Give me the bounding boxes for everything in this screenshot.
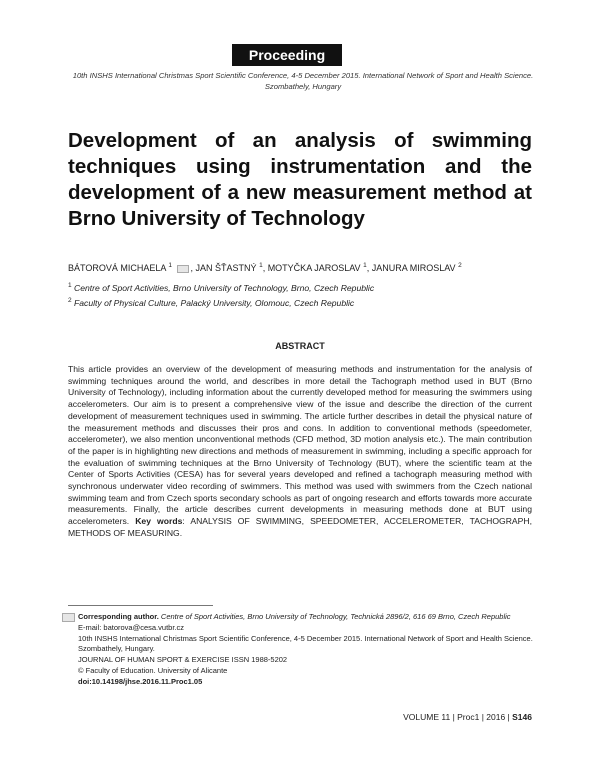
affiliation-text: Faculty of Physical Culture, Palacký University, Olomouc, Czech Republic: [74, 297, 355, 308]
journal-issn: JOURNAL OF HUMAN SPORT & EXERCISE ISSN 1988-5202: [78, 655, 288, 665]
abstract-body: [68, 364, 532, 540]
abstract-text: This article provides an overview of the development of measuring methods and instrumentation for the analysis of swimming techniques around the world, and describes in more detail the Tachograph method used in BUT (Brno University of Technology), including information about the currently developed method for measuring the swimmers using accelerometers. Our aim is to present a comprehensive view of the issue and describe the direction of the current development of measurement techniques used in swimming. The article further describes in detail the physical nature of the measurement methods and discusses their pros and cons. In addition to conventional methods (speedometer, accelerometer), we also mention unconventional methods (CFD method, 3D motion analysis etc.). The main contribution of the paper is in highlighting new directions and methods of measurement in swimming, including a specific approach for the evaluation of swimming techniques at the Brno University of Technology (BUT), where the scientific team at the Center of Sports Activities (CESA) has for several years developed and refined a tachograph measuring method with synchronous underwater video recording of swimmers. This method was used with swimmers from the Czech national swimming team and from Czech sports secondary schools as part of ongoing research and efforts towards more accurate measurements. Finally, the article describes current developments in measuring methods done at BUT using accelerometers.: [68, 364, 532, 527]
envelope-icon: [177, 265, 189, 273]
author-affiliation-number: 1: [168, 262, 173, 269]
page-number: S146: [512, 712, 532, 722]
doi: doi:10.14198/jhse.2016.11.Proc1.05: [78, 676, 203, 686]
volume-info: VOLUME 11 | Proc1 | 2016 |: [403, 712, 510, 722]
author-name: , JANURA MIROSLAV: [366, 263, 456, 273]
affiliation-number: 1: [68, 282, 72, 289]
author-affiliation-number: 2: [458, 262, 462, 269]
footnote-divider: [68, 605, 213, 606]
author-list: [68, 262, 532, 273]
corresponding-label: Corresponding author.: [78, 612, 159, 621]
author-email: E-mail: batorova@cesa.vutbr.cz: [78, 622, 184, 632]
affiliation-text: Centre of Sport Activities, Brno University of Technology, Brno, Czech Republic: [74, 282, 375, 293]
paper-title: Development of an analysis of swimming techniques using instrumentation and the development of a new measurement method at Brno University of Technology: [68, 129, 532, 230]
proceeding-badge: Proceeding: [232, 44, 342, 66]
affiliation-2: [68, 297, 532, 308]
copyright: © Faculty of Education. University of Alicante: [78, 665, 228, 675]
affiliation-1: [68, 282, 532, 293]
author-affiliation-number: 1: [259, 262, 263, 269]
footnote: [78, 612, 534, 688]
abstract-heading: ABSTRACT: [275, 341, 325, 351]
corresponding-address: Centre of Sport Activities, Brno University of Technology, Technická 2896/2, 616 69 Brno, Czech Republic: [158, 612, 511, 621]
envelope-icon: [62, 613, 75, 622]
page-footer: [403, 712, 532, 722]
conference-info: 10th INSHS International Christmas Sport Scientific Conference, 4-5 December 2015. International Network of Sport and Health Science. Szombathely, Hungary.: [78, 633, 533, 654]
affiliation-number: 2: [68, 297, 72, 304]
author-name: , JAN ŠŤASTNÝ: [190, 263, 257, 273]
author-name: , MOTYČKA JAROSLAV: [262, 263, 361, 273]
keywords-label: Key words: [135, 516, 183, 527]
corresponding-author: [78, 612, 534, 623]
keywords-text: : ANALYSIS OF SWIMMING, SPEEDOMETER, ACCELEROMETER, TACHOGRAPH, METHODS OF MEASURING.: [68, 516, 532, 538]
author-name: BÁTOROVÁ MICHAELA: [68, 263, 166, 273]
conference-line: 10th INSHS International Christmas Sport Scientific Conference, 4-5 December 2015. International Network of Sport and Health Science. Szombathely, Hungary: [72, 71, 534, 91]
author-affiliation-number: 1: [363, 262, 367, 269]
